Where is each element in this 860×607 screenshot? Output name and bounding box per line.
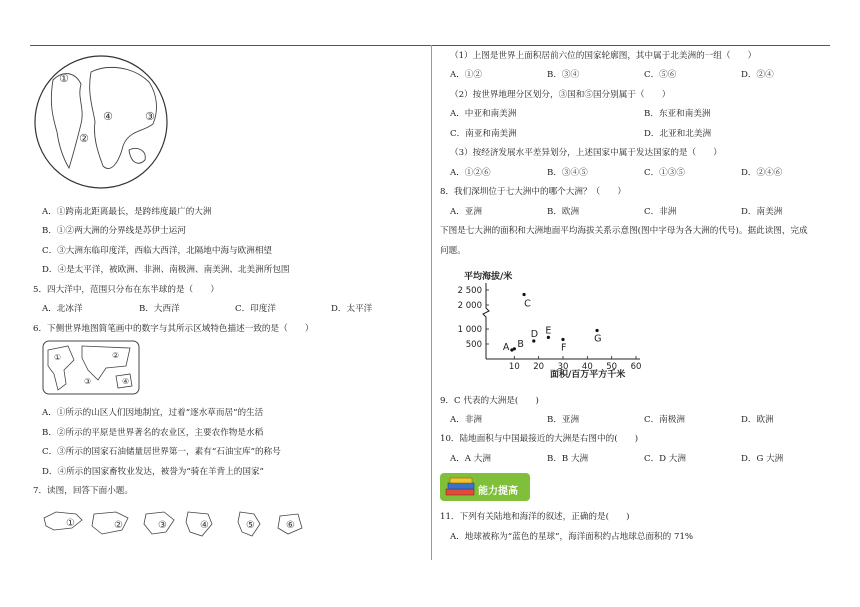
chart-x-tick-label: 30 <box>557 362 569 372</box>
chart-ylabel: 平均海拔/米 <box>464 272 513 282</box>
q10-option-a[interactable]: A．A 大洲 <box>450 454 491 464</box>
q7-3-stem: （3）按经济发展水平差异划分，上述国家中属于发达国家的是（ ） <box>450 148 722 158</box>
q7-3-option-d[interactable]: D．②④⑥ <box>741 168 783 178</box>
q9-option-a[interactable]: A．非洲 <box>450 415 482 425</box>
q5-option-b[interactable]: B．大西洋 <box>139 304 180 314</box>
chart-point-label-g: G <box>594 333 602 345</box>
q9-option-b[interactable]: B．亚洲 <box>547 415 580 425</box>
q5-stem: 5．四大洋中，范围只分布在东半球的是（ ） <box>33 285 219 295</box>
q7-2-option-b[interactable]: B．东亚和南美洲 <box>644 109 711 119</box>
world-globe-figure <box>33 50 168 195</box>
chart-point-label-c: C <box>524 298 531 310</box>
q7-2-option-c[interactable]: C．南亚和南美洲 <box>450 129 517 139</box>
chart-point-label-b: B <box>517 338 524 350</box>
chart-y-axis <box>483 283 489 359</box>
q7-3-option-b[interactable]: B．③④⑤ <box>547 168 588 178</box>
q8-option-a[interactable]: A．亚洲 <box>450 207 482 217</box>
books-icon <box>444 476 478 498</box>
chart-point-label-e: E <box>545 325 552 337</box>
chart-point-label-f: F <box>561 342 567 354</box>
country-label-3: ③ <box>158 520 167 531</box>
country-label-2: ② <box>114 520 123 531</box>
q4-option-b[interactable]: B．①②两大洲的分界线是苏伊士运河 <box>42 226 186 236</box>
q7-1-option-d[interactable]: D．②④ <box>741 70 774 80</box>
sketch-label-2: ② <box>112 351 120 360</box>
q8-option-d[interactable]: D．南美洲 <box>741 207 783 217</box>
globe-label-3: ③ <box>145 110 155 123</box>
globe-label-4: ④ <box>103 110 113 123</box>
q7-3-option-c[interactable]: C．①③⑤ <box>644 168 685 178</box>
country-label-5: ⑤ <box>246 520 255 531</box>
chart-x-tick-label: 20 <box>533 362 545 372</box>
q10-option-b[interactable]: B．B 大洲 <box>547 454 589 464</box>
chart-x-tick-label: 10 <box>508 362 520 372</box>
q11-stem: 11．下列有关陆地和海洋的叙述，正确的是( ) <box>440 512 630 522</box>
q6-option-d[interactable]: D．④所示的国家畜牧业发达，被誉为“骑在羊背上的国家” <box>42 467 264 477</box>
chart-point-label-a: A <box>502 342 510 353</box>
chart-y-tick-label: 1 000 <box>457 325 482 335</box>
country-label-1: ① <box>66 518 75 529</box>
q6-option-b[interactable]: B．②所示的平原是世界著名的农业区，主要农作物是水稻 <box>42 428 264 438</box>
q10-option-c[interactable]: C．D 大洲 <box>644 454 686 464</box>
country-outline-1 <box>44 512 82 530</box>
q7-2-option-d[interactable]: D．北亚和北美洲 <box>644 129 712 139</box>
intro-line-2: 问题。 <box>440 246 466 256</box>
chart-x-tick-label: 60 <box>630 362 642 372</box>
q5-option-d[interactable]: D．太平洋 <box>331 304 373 314</box>
country-outlines-figure <box>42 506 304 540</box>
chart-y-tick-label: 2 000 <box>457 301 482 311</box>
chart-y-tick-label: 2 500 <box>457 286 482 296</box>
q6-option-c[interactable]: C．③所示的国家石油储量居世界第一，素有“石油宝库”的称号 <box>42 447 281 457</box>
world-sketch-map <box>42 340 140 395</box>
chart-x-tick-label: 40 <box>581 362 593 372</box>
header-rule <box>30 45 830 46</box>
q9-stem: 9．C 代表的大洲是( ) <box>440 396 539 406</box>
chart-point-f <box>561 338 564 341</box>
q5-option-a[interactable]: A．北冰洋 <box>42 304 83 314</box>
intro-line-1: 下图是七大洲的面积和大洲地面平均海拔关系示意图(图中字母为各大洲的代号)。据此读图，完成 <box>440 226 808 236</box>
globe-label-1: ① <box>59 72 69 85</box>
sketch-label-4: ④ <box>122 377 130 386</box>
q7-1-stem: （1）上图是世界上面积居前六位的国家轮廓图，其中属于北美洲的一组（ ） <box>450 51 757 61</box>
chart-y-tick-label: 500 <box>465 340 482 350</box>
area-elevation-chart <box>450 265 650 385</box>
q5-option-c[interactable]: C．印度洋 <box>235 304 276 314</box>
ability-badge-label: 能力提高 <box>478 486 518 497</box>
q10-option-d[interactable]: D．G 大洲 <box>741 454 784 464</box>
q7-2-stem: （2）按世界地理分区划分，③国和⑤国分别属于（ ） <box>450 90 671 100</box>
country-label-6: ⑥ <box>286 520 295 531</box>
q6-option-a[interactable]: A．①所示的山区人们因地制宜，过着“逐水草而居”的生活 <box>42 408 264 418</box>
chart-point-c <box>522 293 525 296</box>
chart-point-b <box>513 347 516 350</box>
chart-xlabel: 面积/百万平方千米 <box>550 370 626 380</box>
q4-option-d[interactable]: D．④是太平洋，被欧洲、非洲、南极洲、南美洲、北美洲所包围 <box>42 265 290 275</box>
chart-point-g <box>595 329 598 332</box>
chart-point-label-d: D <box>530 329 539 340</box>
column-divider <box>431 45 432 560</box>
q11-option-a[interactable]: A．地球被称为“蓝色的星球”，海洋面积约占地球总面积的 71% <box>450 532 694 542</box>
q8-option-b[interactable]: B．欧洲 <box>547 207 580 217</box>
q6-stem: 6．下侧世界地图简笔画中的数字与其所示区域特色描述一致的是（ ） <box>33 324 314 334</box>
q7-1-option-c[interactable]: C．⑤⑥ <box>644 70 677 80</box>
sketch-label-1: ① <box>54 353 62 362</box>
q8-stem: 8．我们深圳位于七大洲中的哪个大洲？（ ） <box>440 187 626 197</box>
country-label-4: ④ <box>200 520 209 531</box>
q7-2-option-a[interactable]: A．中亚和南美洲 <box>450 109 517 119</box>
chart-x-tick-label: 50 <box>606 362 618 372</box>
q10-stem: 10．陆地面积与中国最接近的大洲是右图中的( ) <box>440 434 639 444</box>
q7-1-option-a[interactable]: A．①② <box>450 70 482 80</box>
q8-option-c[interactable]: C．非洲 <box>644 207 677 217</box>
q7-1-option-b[interactable]: B．③④ <box>547 70 580 80</box>
globe-label-2: ② <box>79 132 89 145</box>
q4-option-c[interactable]: C．③大洲东临印度洋，西临大西洋，北隔地中海与欧洲相望 <box>42 246 273 256</box>
q9-option-d[interactable]: D．欧洲 <box>741 415 774 425</box>
q7-stem: 7．读图，回答下面小题。 <box>33 486 133 496</box>
q4-option-a[interactable]: A．①跨南北距离最长，是跨纬度最广的大洲 <box>42 207 212 217</box>
q9-option-c[interactable]: C．南极洲 <box>644 415 685 425</box>
q7-3-option-a[interactable]: A．①②⑥ <box>450 168 491 178</box>
sketch-label-3: ③ <box>84 377 92 386</box>
